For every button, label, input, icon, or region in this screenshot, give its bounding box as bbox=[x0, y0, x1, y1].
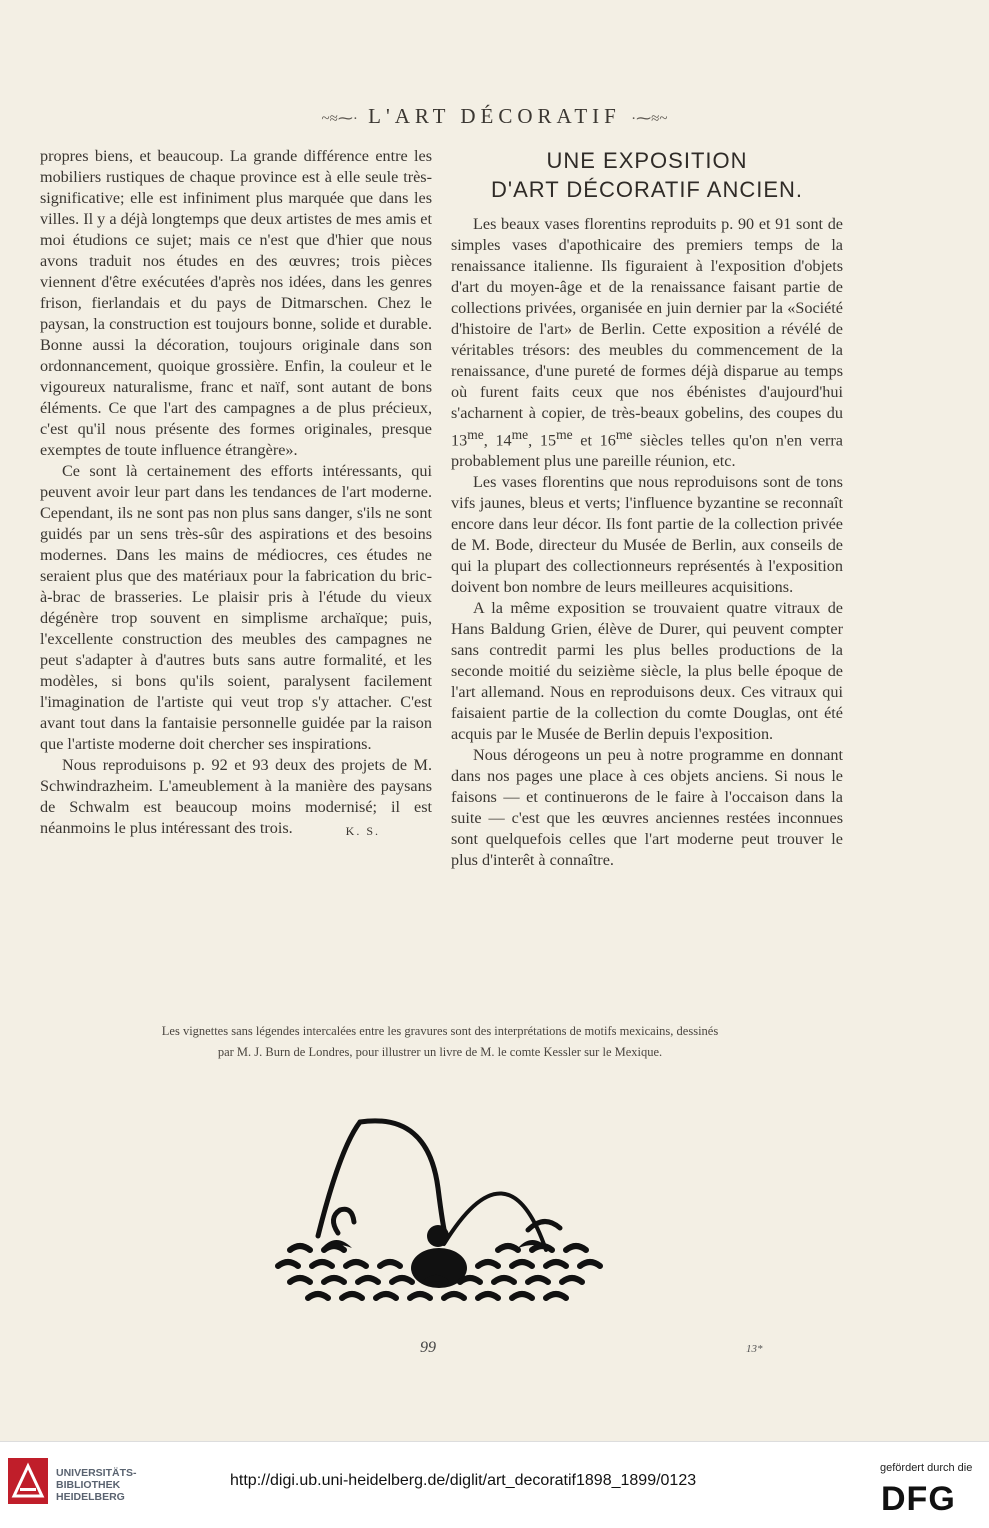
running-head bbox=[0, 104, 989, 129]
superscript: me bbox=[556, 427, 573, 442]
fishing-vignette-illustration bbox=[268, 1118, 606, 1308]
left-paragraph-3-text: Nous reproduisons p. 92 et 93 deux des projets de M. Schwindrazheim. L'ameublement à la manière des paysans de Schwalm est beaucoup moins modernisé; il est néanmoins le plus intéressant des trois. bbox=[40, 756, 432, 837]
right-column bbox=[451, 146, 843, 871]
page-number: 99 bbox=[420, 1339, 436, 1356]
footnote-line-2: par M. J. Burn de Londres, pour illustrer un livre de M. le comte Kessler sur le Mexique. bbox=[217, 1045, 663, 1059]
superscript: me bbox=[615, 427, 633, 442]
right-ornament-icon: ·⁓≈~ bbox=[631, 111, 668, 127]
article-title-line-2: D'ART DÉCORATIF ANCIEN. bbox=[490, 177, 804, 202]
superscript: me bbox=[511, 427, 529, 442]
superscript: me bbox=[467, 427, 484, 442]
footnote-line-1: Les vignettes sans légendes intercalées entre les gravures sont des interprétations de motifs mexicains, dessinés bbox=[161, 1024, 719, 1038]
right-paragraph-1-text: Les beaux vases florentins reproduits p. 90 et 91 sont de simples vases d'apothicaire des premiers temps de la renaissance italienne. Ils figuraient à l'exposition d'objets d'art du moyen-âge et de la renaissance faisant partie de collections privées, organisée en juin dernier par la «Société d'histoire de l'art» de Berlin. Cette exposition a révélé de véritables trésors: des meubles du commencement de la renaissance, d'une pureté de formes déjà disparue au temps où furent faits ceux que nos ébénistes d'aujourd'hui s'acharnent à copier, de très-beaux gobelins, des coupes du 13 bbox=[451, 215, 843, 450]
right-paragraph-1 bbox=[451, 214, 843, 472]
author-signature: K. S. bbox=[345, 824, 380, 838]
digitization-footer bbox=[0, 1441, 989, 1528]
right-paragraph-1-text: siècles telles qu'on n'en verra probablement plus une pareille réunion, etc. bbox=[451, 431, 843, 471]
right-paragraph-1-text: , 14 bbox=[483, 431, 512, 450]
library-name-line: HEIDELBERG bbox=[56, 1491, 125, 1503]
footnote bbox=[40, 1021, 840, 1063]
left-paragraph-2: Ce sont là certainement des efforts intéressants, qui peuvent avoir leur part dans les tendances de l'art moderne. Cependant, ils ne sont pas non plus sans danger, s'ils ne sont guidés par un sens très-sûr des aspirations et des besoins modernes. Dans les mains de médiocres, ces études ne seraient plus que des matériaux pour la fabrication du bric-à-brac de brasseries. Le plaisir pris à l'étude du vieux dégénère trop souvent en simplisme archaïque; puis, l'excellente construction des meubles des campagnes ne peut s'adapter à d'autres buts sans autre formalité, et les modèles, si bons qu'ils soient, paralysent facilement l'imagination de l'artiste qui veut trop s'y attacher. C'est avant tout dans la fantaisie personnelle guidée par la raison que l'artiste moderne doit chercher ses inspirations. bbox=[40, 462, 432, 753]
right-paragraph-3: A la même exposition se trouvaient quatre vitraux de Hans Baldung Grien, élève de Durer, qui peuvent compter sans contredit parmi les plus belles productions de la seconde moitié du seizième siècle, la plus belle époque de l'art allemand. Nous en reproduisons deux. Ces vitraux qui faisaient partie de la collection du comte Douglas, ont été acquis par le Musée de Berlin depuis l'exposition. bbox=[451, 599, 843, 744]
left-ornament-icon: ~≈⁓· bbox=[321, 111, 358, 127]
right-paragraph-1-text: et 16 bbox=[572, 431, 616, 450]
right-paragraph-1-text: , 15 bbox=[528, 431, 557, 450]
article-title-line-1: UNE EXPOSITION bbox=[546, 148, 748, 173]
permalink-url[interactable]: http://digi.ub.uni-heidelberg.de/diglit/art_decoratif1898_1899/0123 bbox=[230, 1472, 697, 1489]
article-title bbox=[451, 146, 843, 204]
library-name-line: BIBLIOTHEK bbox=[56, 1479, 121, 1491]
left-paragraph-1: propres biens, et beaucoup. La grande différence entre les mobiliers rustiques de chaque province est à elle seule très-significative; elle est infiniment plus marquée que dans les villes. Il y a déjà longtemps que deux artistes de mes amis et moi étudions ce sujet; mais ce n'est que d'hier que nous avons traduit nos études en des œuvres; trois pièces viennent d'être exécutées d'après nos idées, dans les genres frison, fierlandais et du pays de Ditmarschen. Chez le paysan, la construction est toujours bonne, solide et durable. Bonne aussi la décoration, toujours originale dans son ordonnancement, quoique grossière. Enfin, la couleur et le vigoureux naturalisme, franc et naïf, sont autant de bons éléments. Ce que l'art des campagnes a de plus précieux, c'est qu'il nous présente des formes originales, presque exemptes de toute influence étrangère». bbox=[40, 147, 432, 459]
right-paragraph-2: Les vases florentins que nous reproduisons sont de tons vifs jaunes, bleus et verts; l'influence byzantine se reconnaît encore dans leur décor. Ils font partie de la collection privée de M. Bode, directeur du Musée de Berlin, aux conseils de qui la plupart des collectionneurs représentés à l'exposition doivent bon nombre de leurs meilleures acquisitions. bbox=[451, 473, 843, 597]
funding-caption: gefördert durch die bbox=[880, 1462, 973, 1474]
library-name bbox=[56, 1467, 137, 1503]
signature-mark: 13* bbox=[746, 1343, 763, 1355]
library-name-line: UNIVERSITÄTS- bbox=[56, 1467, 137, 1479]
right-paragraph-4: Nous dérogeons un peu à notre programme en donnant dans nos pages une place à ces objets anciens. Si nous le faisons — et continuerons de le faire à l'occaison dans la suite — c'est que les œuvres anciennes restées inconnues sont quelquefois celles que l'art moderne peut trouver le plus d'interêt à connaître. bbox=[451, 746, 843, 870]
university-library-logo-icon bbox=[8, 1458, 48, 1504]
left-column bbox=[40, 146, 432, 842]
dfg-logo-icon: DFG bbox=[881, 1480, 956, 1518]
left-paragraph-3 bbox=[40, 755, 432, 839]
running-title: L'ART DÉCORATIF bbox=[368, 104, 621, 128]
